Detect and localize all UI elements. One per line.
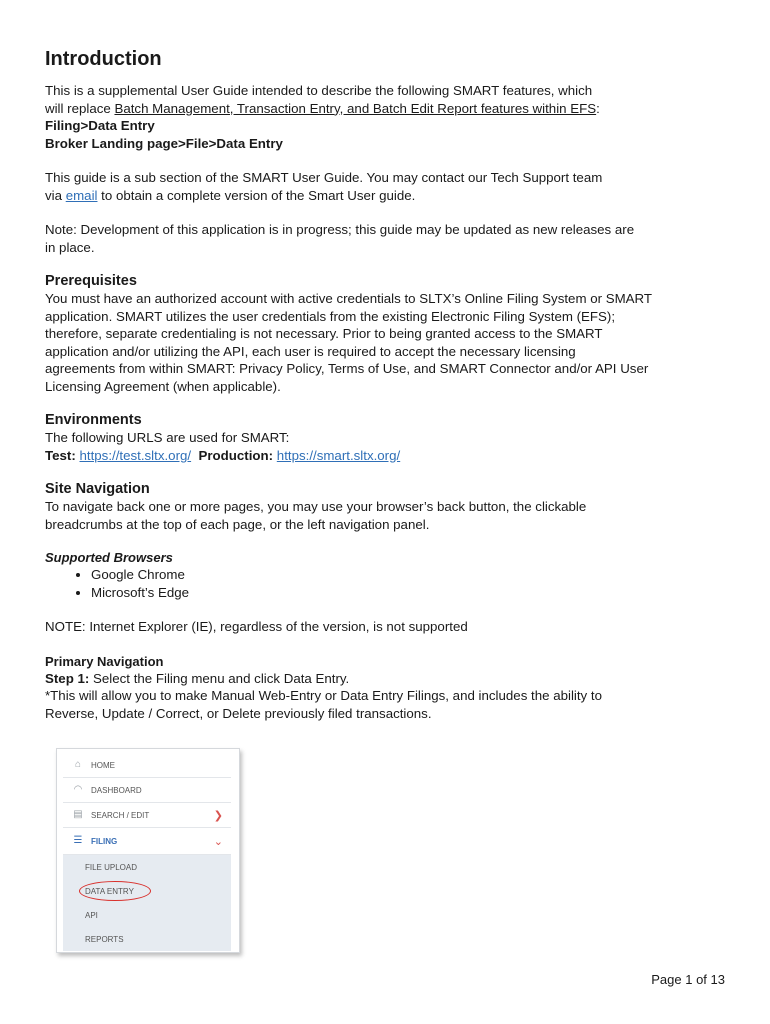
prerequisites-body [45, 290, 735, 395]
intro-underlined-features: Batch Management, Transaction Entry, and Batch Edit Report features within EFS [114, 100, 597, 116]
note-line-1: Note: Development of this application is in progress; this guide may be updated as new releases are [45, 222, 635, 237]
nav-item-home [63, 753, 231, 778]
prerequisites-line: agreements from within SMART: Privacy Policy, Terms of Use, and SMART Connector and/or API User [45, 361, 649, 376]
browser-list [45, 566, 735, 601]
nav-subitem-reports [63, 927, 231, 951]
intro-line-2-prefix: will replace [45, 100, 115, 116]
nav-item-dashboard [63, 778, 231, 803]
document-page [45, 46, 735, 722]
subsection-line-1: This guide is a sub section of the SMART User Guide. You may contact our Tech Support team [45, 170, 603, 185]
environments-heading: Environments [45, 412, 142, 428]
nav-reports-label: REPORTS [85, 934, 124, 944]
nav-item-filing [63, 828, 231, 855]
step-1-text: Select the Filing menu and click Data Entry. [89, 670, 350, 686]
home-icon: ⌂ [74, 759, 82, 770]
subsection-line-2 [45, 187, 735, 205]
prerequisites-line: therefore, separate credentialing is not necessary. Prior to being granted access to the SMART [45, 326, 603, 341]
production-label: Production: [198, 447, 274, 463]
site-navigation-heading: Site Navigation [45, 481, 150, 497]
nav-item-search-edit [63, 803, 231, 828]
email-link[interactable]: email [65, 187, 98, 203]
prerequisites-line: application. SMART utilizes the user credentials from the existing Electronic Filing System (EFS); [45, 308, 616, 324]
data-entry-highlight-circle [79, 881, 151, 901]
primary-navigation-line-2: *This will allow you to make Manual Web-Entry or Data Entry Filings, and includes the ability to [45, 688, 602, 703]
intro-path-2: Broker Landing page>File>Data Entry [45, 135, 283, 151]
archive-icon: ☰ [73, 835, 83, 846]
subsection-line-2-prefix: via [45, 187, 66, 203]
prerequisites-line: You must have an authorized account with active credentials to SLTX’s Online Filing System or SMART [45, 291, 653, 306]
page-title: Introduction [45, 48, 162, 70]
intro-path-1: Filing>Data Entry [45, 118, 155, 133]
step-1-line [45, 670, 735, 688]
production-url-link[interactable]: https://smart.sltx.org/ [276, 447, 401, 463]
nav-dashboard-label: DASHBOARD [91, 785, 142, 795]
prerequisites-line: application and/or utilizing the API, each user is required to accept the necessary licensing [45, 343, 576, 359]
nav-search-edit-label: SEARCH / EDIT [91, 810, 150, 820]
nav-filing-label: FILING [91, 836, 118, 846]
navigation-menu-screenshot [56, 748, 240, 953]
nav-subitem-file-upload [63, 855, 231, 880]
subsection-line-2-suffix: to obtain a complete version of the Smart User guide. [97, 187, 416, 203]
nav-home-label: HOME [91, 760, 115, 770]
environments-urls [45, 447, 735, 465]
site-navigation-line-1: To navigate back one or more pages, you may use your browser’s back button, the clickable [45, 499, 587, 514]
document-icon: ▤ [73, 809, 83, 820]
step-1-label: Step 1: [45, 670, 90, 686]
intro-line-2-suffix: : [596, 100, 600, 116]
nav-data-entry-label: DATA ENTRY [85, 886, 134, 896]
chevron-right-icon: ❯ [213, 809, 223, 822]
chevron-down-icon: ⌄ [213, 835, 223, 848]
browser-item-edge: • Microsoft’s Edge [91, 584, 735, 602]
intro-line-2 [45, 100, 735, 118]
prerequisites-heading: Prerequisites [45, 273, 137, 289]
note-line-2: in place. [45, 239, 95, 255]
supported-browsers-heading: Supported Browsers [45, 550, 173, 565]
ie-note: NOTE: Internet Explorer (IE), regardless of the version, is not supported [45, 619, 468, 634]
test-label: Test: [45, 447, 76, 463]
nav-file-upload-label: FILE UPLOAD [85, 862, 138, 872]
page-number: Page 1 of 13 [651, 972, 725, 987]
site-navigation-line-2: breadcrumbs at the top of each page, or the left navigation panel. [45, 516, 430, 532]
intro-line-1: This is a supplemental User Guide intended to describe the following SMART features, which [45, 83, 593, 98]
gauge-icon: ◠ [73, 784, 83, 795]
prerequisites-line: Licensing Agreement (when applicable). [45, 378, 281, 394]
environments-line-1: The following URLS are used for SMART: [45, 430, 290, 445]
browser-item-chrome: • Google Chrome [91, 566, 735, 584]
test-url-link[interactable]: https://test.sltx.org/ [79, 447, 192, 463]
nav-api-label: API [85, 910, 98, 920]
nav-subitem-api [63, 903, 231, 928]
primary-navigation-heading: Primary Navigation [45, 653, 164, 669]
primary-navigation-line-3: Reverse, Update / Correct, or Delete previously filed transactions. [45, 705, 432, 721]
